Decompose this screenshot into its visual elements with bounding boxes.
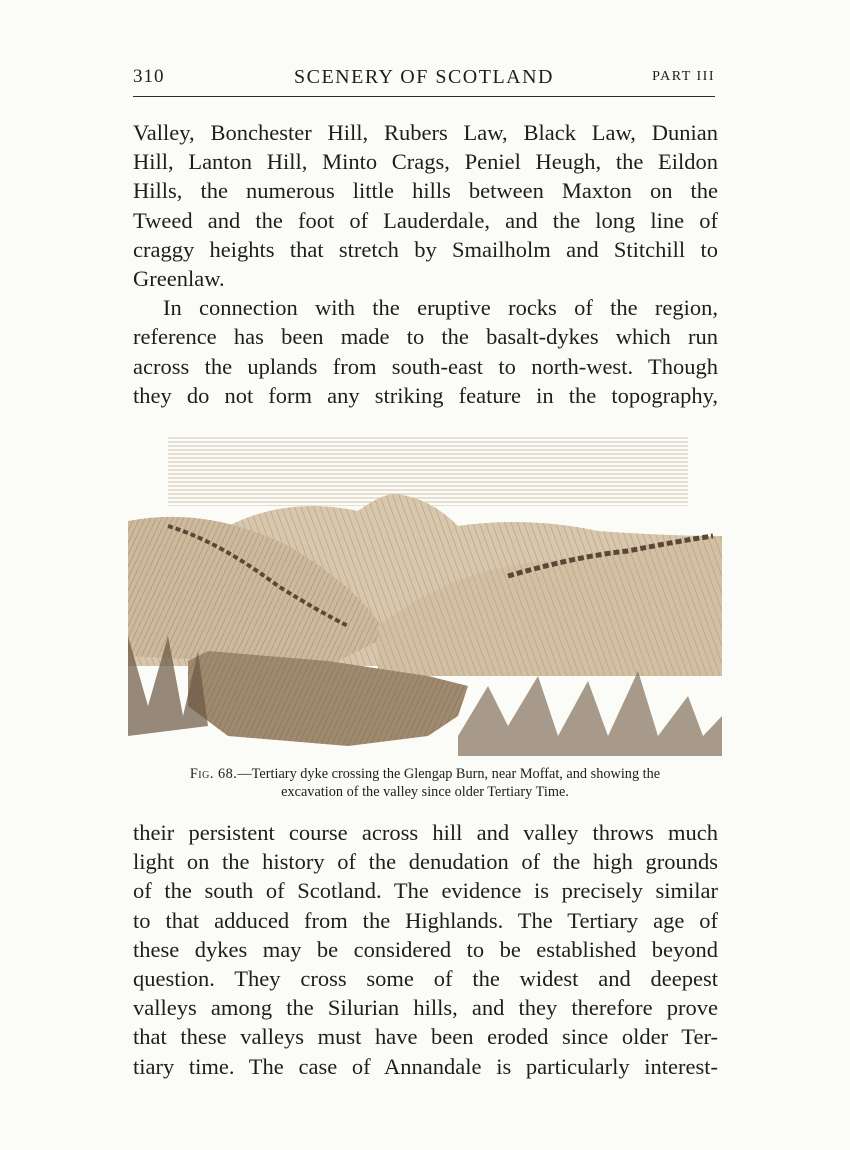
caption-text-1: —Tertiary dyke crossing the Glengap Burn, near Moffat, and showing the xyxy=(237,766,661,782)
text-line: of the south of Scotland. The evidence is precisely similar xyxy=(133,878,718,904)
page-number: 310 xyxy=(133,66,165,87)
text-line: to that adduced from the Highlands. The Tertiary age of xyxy=(133,907,718,933)
engraving-illustration xyxy=(128,436,722,756)
text-line: light on the history of the denudation of the high grounds xyxy=(133,849,718,875)
text-line: tiary time. The case of Annandale is particularly interest- xyxy=(133,1053,718,1079)
text-line: reference has been made to the basalt-dykes which run xyxy=(133,324,718,350)
text-line: Greenlaw. xyxy=(133,265,225,291)
figure-caption xyxy=(118,765,732,801)
body-text-top xyxy=(133,118,718,410)
caption-line-1 xyxy=(118,765,732,783)
text-line: valleys among the Silurian hills, and they therefore prove xyxy=(133,995,718,1021)
text-line: In connection with the eruptive rocks of the region, xyxy=(163,295,718,321)
figure-label: Fig. 68. xyxy=(189,766,238,782)
running-title: SCENERY OF SCOTLAND xyxy=(293,66,554,88)
text-line: across the uplands from south-east to north-west. Though xyxy=(133,353,718,379)
text-line: their persistent course across hill and valley throws much xyxy=(133,820,718,845)
text-line: craggy heights that stretch by Smailholm and Stitchill to xyxy=(133,236,718,262)
text-line: question. They cross some of the widest and deepest xyxy=(133,965,718,991)
text-line: Tweed and the foot of Lauderdale, and the long line of xyxy=(133,207,718,233)
text-line: they do not form any striking feature in the topography, xyxy=(133,382,718,408)
text-line: Valley, Bonchester Hill, Rubers Law, Black Law, Dunian xyxy=(133,120,718,145)
caption-line-2: excavation of the valley since older Tertiary Time. xyxy=(281,784,569,800)
page-header xyxy=(133,62,715,97)
text-line: these dykes may be considered to be established beyond xyxy=(133,936,718,962)
text-line: Hill, Lanton Hill, Minto Crags, Peniel Heugh, the Eildon xyxy=(133,149,718,175)
body-text-bottom xyxy=(133,818,718,1081)
part-label: PART III xyxy=(652,69,715,84)
text-line: that these valleys must have been eroded since older Ter- xyxy=(133,1024,718,1050)
text-line: Hills, the numerous little hills between Maxton on the xyxy=(133,178,718,204)
